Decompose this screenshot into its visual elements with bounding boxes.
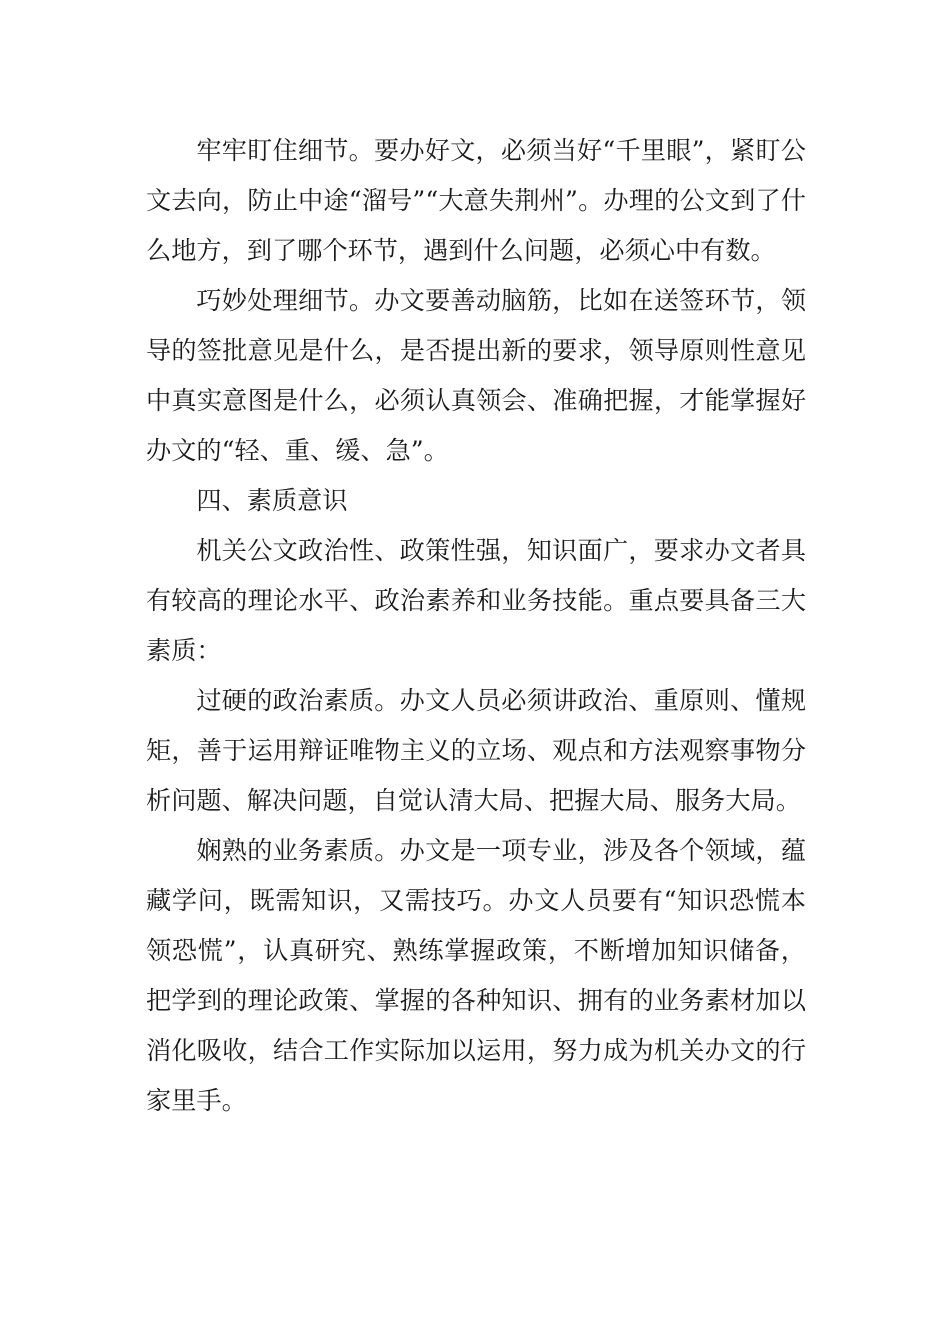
paragraph-monitor-details: 牢牢盯住细节。要办好文，必须当好“千里眼”，紧盯公文去向，防止中途“溜号”“大意失荆州”。办理的公文到了什么地方，到了哪个环节，遇到什么问题，必须心中有数。 [146,136,806,265]
paragraph-quality-intro: 机关公文政治性、政策性强，知识面广，要求办文者具有较高的理论水平、政治素养和业务技能。重点要具备三大素质： [146,536,806,665]
paragraph-political-quality: 过硬的政治素质。办文人员必须讲政治、重原则、懂规矩，善于运用辩证唯物主义的立场、观点和方法观察事物分析问题、解决问题，自觉认清大局、把握大局、服务大局。 [146,686,806,815]
document-body [146,126,806,1126]
section-heading-quality-awareness: 四、素质意识 [196,486,348,515]
paragraph-business-quality: 娴熟的业务素质。办文是一项专业，涉及各个领域，蕴藏学问，既需知识，又需技巧。办文人员要有“知识恐慌本领恐慌”，认真研究、熟练掌握政策，不断增加知识储备，把学到的理论政策、掌握的各种知识、拥有的业务素材加以消化吸收，结合工作实际加以运用，努力成为机关办文的行家里手。 [146,836,806,1115]
paragraph-handle-details: 巧妙处理细节。办文要善动脑筋，比如在送签环节，领导的签批意见是什么，是否提出新的要求，领导原则性意见中真实意图是什么，必须认真领会、准确把握，才能掌握好办文的“轻、重、缓、急”。 [146,286,806,465]
